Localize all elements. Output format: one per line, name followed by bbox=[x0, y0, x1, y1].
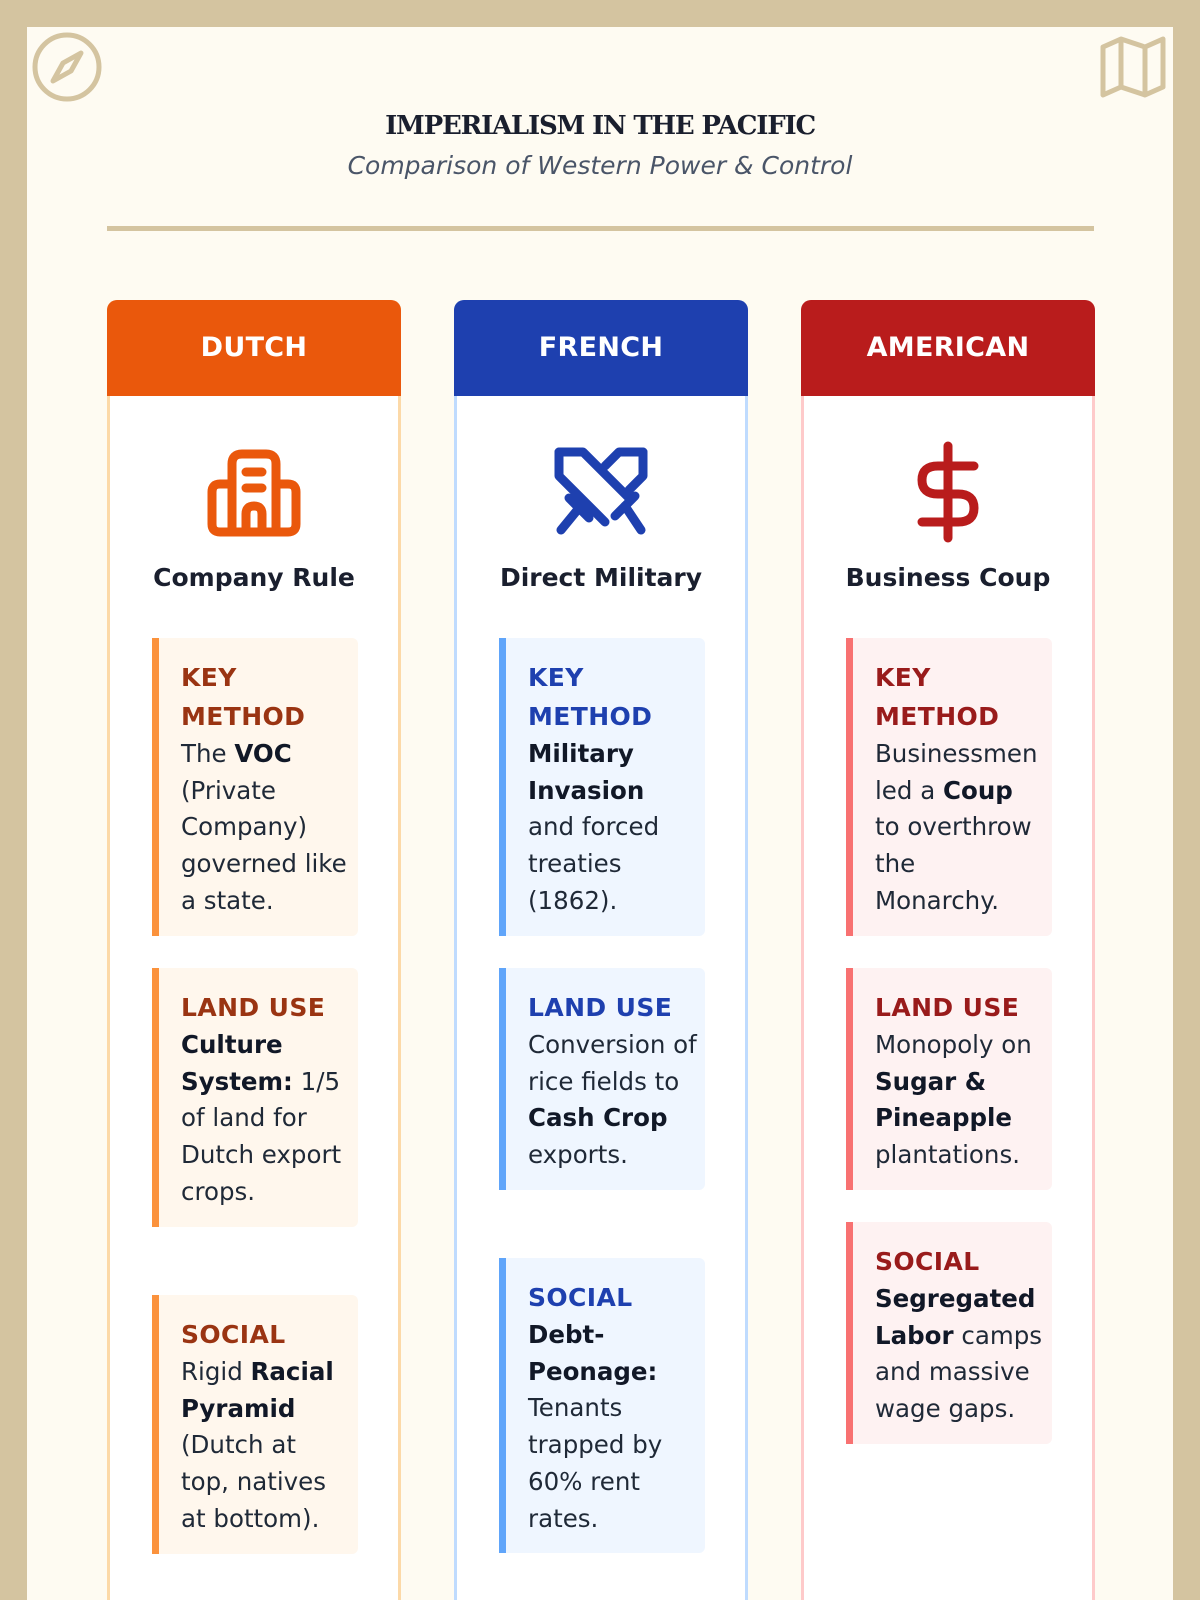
card-title: KEY METHOD bbox=[528, 663, 653, 731]
card-title: LAND USE bbox=[875, 993, 1020, 1022]
card-title: SOCIAL bbox=[528, 1283, 633, 1312]
column-label-american: Business Coup bbox=[845, 563, 1051, 592]
crossed-swords-icon bbox=[549, 440, 653, 544]
card-american-social bbox=[846, 1222, 1052, 1444]
card-text: The VOC (Private Company) governed like a state. bbox=[181, 739, 347, 915]
map-icon bbox=[1099, 35, 1167, 99]
card-text: Debt-Peonage: Tenants trapped by 60% rent rates. bbox=[528, 1320, 663, 1533]
header-divider bbox=[107, 226, 1094, 231]
column-label-french: Direct Military bbox=[499, 563, 703, 592]
card-title: KEY METHOD bbox=[181, 663, 306, 731]
column-header-dutch: DUTCH bbox=[107, 300, 401, 396]
card-text: Businessmen led a Coup to overthrow the Monarchy. bbox=[875, 739, 1038, 915]
column-header-american: AMERICAN bbox=[801, 300, 1095, 396]
card-text: Monopoly on Sugar & Pineapple plantations. bbox=[875, 1030, 1032, 1170]
card-title: LAND USE bbox=[181, 993, 326, 1022]
building-icon bbox=[202, 440, 306, 544]
card-dutch-land-use bbox=[152, 968, 358, 1227]
card-title: KEY METHOD bbox=[875, 663, 1000, 731]
column-french bbox=[454, 300, 748, 1600]
column-dutch bbox=[107, 300, 401, 1600]
card-text: Conversion of rice fields to Cash Crop exports. bbox=[528, 1030, 697, 1170]
card-dutch-key-method bbox=[152, 638, 358, 936]
dollar-sign-icon bbox=[896, 440, 1000, 544]
card-title: LAND USE bbox=[528, 993, 673, 1022]
card-text: Rigid Racial Pyramid (Dutch at top, natives at bottom). bbox=[181, 1357, 334, 1533]
column-label-dutch: Company Rule bbox=[153, 563, 355, 592]
card-title: SOCIAL bbox=[181, 1320, 286, 1349]
card-title: SOCIAL bbox=[875, 1247, 980, 1276]
card-text: Culture System: 1/5 of land for Dutch export crops. bbox=[181, 1030, 342, 1206]
card-french-social bbox=[499, 1258, 705, 1553]
column-american bbox=[801, 300, 1095, 1600]
card-american-key-method bbox=[846, 638, 1052, 936]
card-american-land-use bbox=[846, 968, 1052, 1190]
card-french-land-use bbox=[499, 968, 705, 1190]
card-dutch-social bbox=[152, 1295, 358, 1554]
column-header-french: FRENCH bbox=[454, 300, 748, 396]
poster bbox=[27, 27, 1173, 1600]
header bbox=[27, 111, 1173, 181]
compass-icon bbox=[31, 31, 103, 103]
page-subtitle: Comparison of Western Power & Control bbox=[347, 151, 853, 180]
card-text: Segregated Labor camps and massive wage gaps. bbox=[875, 1284, 1043, 1424]
card-text: Military Invasion and forced treaties (1862). bbox=[528, 739, 660, 915]
page-title: IMPERIALISM IN THE PACIFIC bbox=[385, 111, 815, 141]
card-french-key-method bbox=[499, 638, 705, 936]
